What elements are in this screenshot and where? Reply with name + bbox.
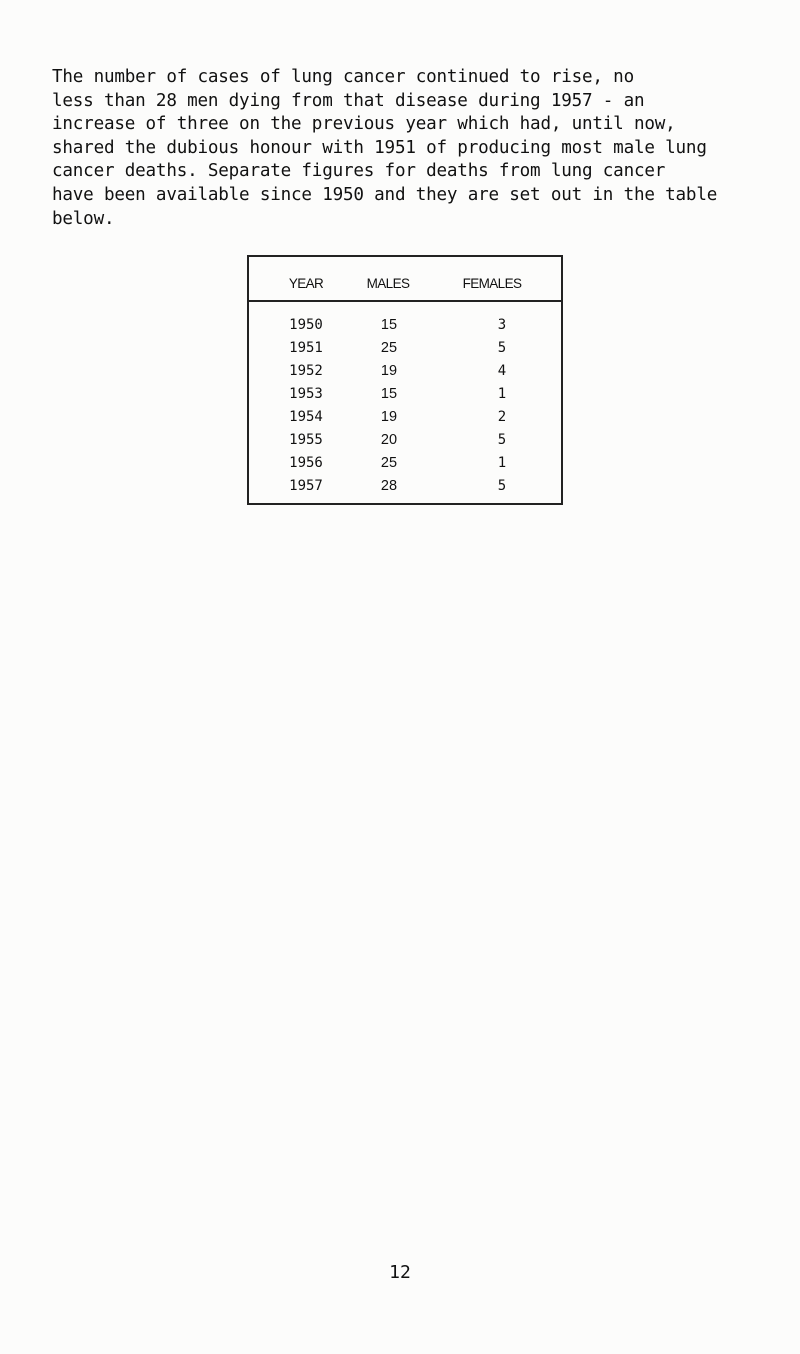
- cell-year: 1957: [289, 478, 323, 494]
- paragraph-line: increase of three on the previous year which had, until now,: [52, 114, 676, 135]
- table-row: [249, 455, 561, 475]
- table-row: [249, 432, 561, 452]
- header-divider: [247, 300, 563, 302]
- paragraph-line: have been available since 1950 and they are set out in the table: [52, 184, 718, 205]
- cell-year: 1953: [289, 386, 323, 402]
- cell-year: 1950: [289, 317, 323, 333]
- cell-females: 5: [497, 432, 507, 448]
- paragraph-line: The number of cases of lung cancer continued to rise, no: [52, 67, 634, 87]
- table-row: [249, 478, 561, 498]
- body-paragraph: [52, 66, 782, 231]
- page-number: 12: [389, 1262, 411, 1283]
- paragraph-line: below.: [52, 208, 115, 229]
- cell-year: 1954: [289, 409, 323, 425]
- cell-males: 15: [380, 386, 398, 402]
- paragraph-line: shared the dubious honour with 1951 of producing most male lung: [52, 137, 707, 158]
- cell-females: 4: [497, 363, 507, 379]
- cell-females: 1: [497, 455, 507, 471]
- table-row: [249, 409, 561, 429]
- cell-males: 25: [380, 455, 398, 471]
- lung-cancer-deaths-table: [247, 255, 563, 505]
- cell-females: 5: [497, 340, 507, 356]
- cell-females: 5: [497, 478, 507, 494]
- table-row: [249, 317, 561, 337]
- header-males: MALES: [366, 276, 410, 291]
- cell-females: 3: [497, 317, 507, 333]
- cell-year: 1951: [289, 340, 323, 356]
- cell-year: 1952: [289, 363, 323, 379]
- cell-males: 19: [380, 363, 398, 379]
- cell-males: 20: [380, 432, 398, 448]
- cell-females: 1: [497, 386, 507, 402]
- cell-year: 1955: [289, 432, 323, 448]
- cell-males: 28: [380, 478, 398, 494]
- header-females: FEMALES: [462, 276, 522, 291]
- table-row: [249, 386, 561, 406]
- table-row: [249, 340, 561, 360]
- cell-males: 15: [380, 317, 398, 333]
- cell-females: 2: [497, 409, 507, 425]
- cell-males: 25: [380, 340, 398, 356]
- paragraph-line: cancer deaths. Separate figures for deaths from lung cancer: [52, 161, 666, 182]
- paragraph-line: less than 28 men dying from that disease during 1957 - an: [52, 90, 645, 111]
- cell-males: 19: [380, 409, 398, 425]
- table-row: [249, 363, 561, 383]
- cell-year: 1956: [289, 455, 323, 471]
- header-year: YEAR: [288, 276, 324, 291]
